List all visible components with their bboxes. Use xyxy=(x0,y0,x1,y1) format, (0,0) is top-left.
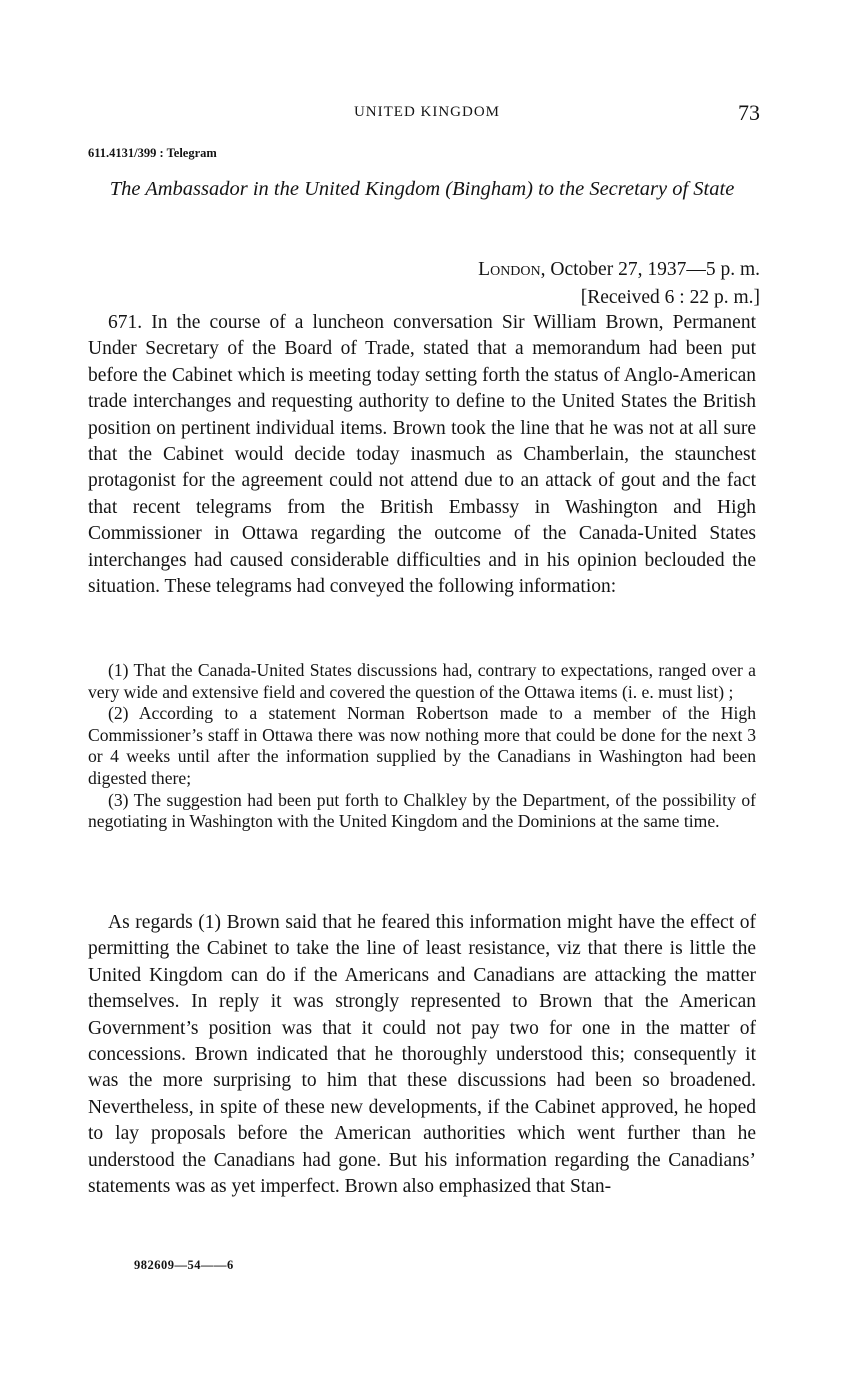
dateline xyxy=(478,256,760,312)
list-item-2: (2) According to a statement Norman Robertson made to a member of the High Commissioner’s staff in Ottawa there was now nothing more that could be done for the next 3 or 4 weeks until after the information supplied by the Canadians in Washington had been digested there; xyxy=(88,703,756,788)
page-number: 73 xyxy=(738,100,760,125)
list-item-3: (3) The suggestion had been put forth to Chalkley by the Department, of the possibility of negotiating in Washington with the United Kingdom and the Dominions at the same time. xyxy=(88,789,756,832)
paragraph-text: As regards (1) Brown said that he feared this information might have the effect of permitting the Cabinet to take the line of least resistance, viz that there is little the United Kingdom can do if the Americans and Canadians are attacking the matter themselves. In reply it was strongly represented to Brown that the American Government’s position was that it could not pay two for one in the matter of concessions. Brown indicated that he thoroughly understood this; consequently it was the more surprising to him that these discussions had been so broadened. Nevertheless, in spite of these new developments, if the Cabinet approved, he hoped to lay proposals before the American authorities which went further than he understood the Canadians had gone. But his information regarding the Canadians’ statements was as yet imperfect. Brown also emphasized that Stan- xyxy=(88,912,756,1198)
document-title: The Ambassador in the United Kingdom (Bingham) to the Secretary of State xyxy=(109,178,735,200)
numbered-list xyxy=(88,660,756,833)
print-code: 982609—54——6 xyxy=(134,1258,234,1272)
list-item-1: (1) That the Canada-United States discussions had, contrary to expectations, ranged over a very wide and extensive field and covered the question of the Ottawa items (i. e. must list) ; xyxy=(88,660,756,702)
dateline-sent xyxy=(478,256,760,284)
body-paragraph-2 xyxy=(88,910,756,1200)
paragraph-text: 671. In the course of a luncheon conversation Sir William Brown, Permanent Under Secretary of the Board of Trade, stated that a memorandum had been put before the Cabinet which is meeting today setting forth the status of Anglo-American trade interchanges and requesting authority to define to the United States the British position on pertinent individual items. Brown took the line that he was not at all sure that the Cabinet would decide today inasmuch as Chamberlain, the staunchest protagonist for the agreement could not attend due to an attack of gout and the fact that recent telegrams from the British Embassy in Washington and High Commissioner in Ottawa regarding the outcome of the Canada-United States interchanges had caused considerable difficulties and in his opinion beclouded the situation. These telegrams had conveyed the following information: xyxy=(88,312,756,598)
dateline-city: London xyxy=(478,259,541,280)
file-reference: 611.4131/399 : Telegram xyxy=(88,146,217,160)
dateline-date: , October 27, 1937—5 p. m. xyxy=(540,259,760,280)
dateline-received: [Received 6 : 22 p. m.] xyxy=(580,287,760,308)
running-header: UNITED KINGDOM xyxy=(353,104,501,120)
body-paragraph-1 xyxy=(88,310,756,600)
